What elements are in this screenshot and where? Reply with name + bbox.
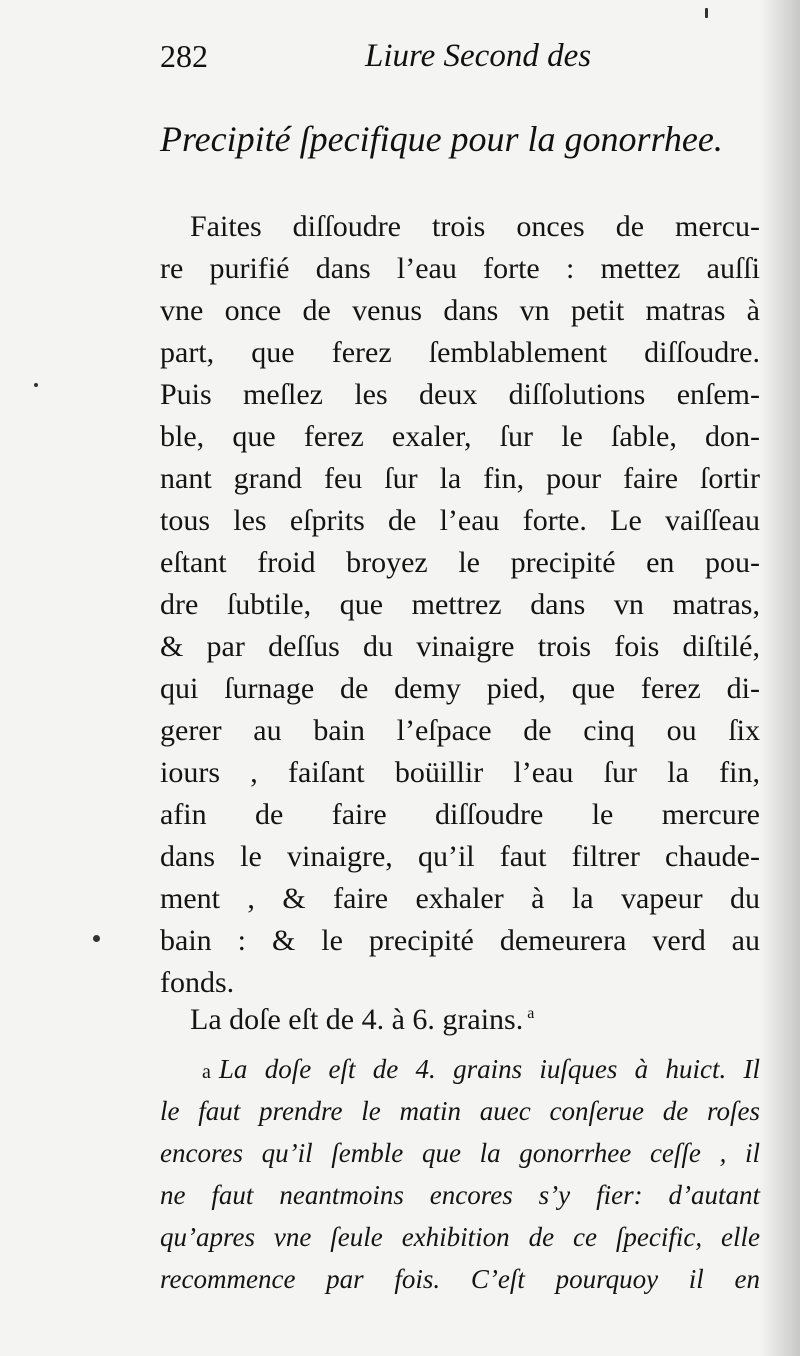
page-gutter-shadow <box>760 0 800 1356</box>
note-line: recommence par fois. C’eſt pourquoy il en <box>160 1264 760 1294</box>
paragraph-line: re purifié dans l’eau forte : mettez auſſi <box>160 252 760 285</box>
paragraph-line: gerer au bain l’eſpace de cinq ou ſix <box>160 714 760 747</box>
page-number: 282 <box>160 38 208 74</box>
dose-text: La doſe eſt de 4. à 6. grains. <box>190 1003 524 1036</box>
dose-line <box>190 1003 534 1037</box>
note-line: qu’apres vne ſeule exhibition de ce ſpecific, elle <box>160 1222 760 1252</box>
running-head: Liure Second des <box>365 38 592 74</box>
paragraph-line: & par deſſus du vinaigre trois fois diſtilé, <box>160 630 760 663</box>
note-line: le faut prendre le matin auec conſerue de roſes <box>160 1096 760 1126</box>
main-paragraph <box>160 206 760 1004</box>
page-header <box>160 38 630 88</box>
paragraph-line: Faites diſſoudre trois onces de mercu- <box>190 210 760 243</box>
paragraph-line: fonds. <box>160 966 235 999</box>
paragraph-line: part, que ferez ſemblablement diſſoudre. <box>160 336 760 369</box>
paragraph-line: iours , faiſant boüillir l’eau ſur la fin, <box>160 756 760 789</box>
ink-speck <box>34 383 38 387</box>
footnote-reference: a <box>527 1005 535 1022</box>
paragraph-line: Puis meſlez les deux diſſolutions enſem- <box>160 378 760 411</box>
paragraph-line: bain : & le precipité demeurera verd au <box>160 924 760 957</box>
paragraph-line: ble, que ferez exaler, ſur le ſable, don- <box>160 420 760 453</box>
paragraph-line: tous les eſprits de l’eau forte. Le vaiſſeau <box>160 504 760 537</box>
ink-speck <box>705 8 708 18</box>
paragraph-line: afin de faire diſſoudre le mercure <box>160 798 760 831</box>
section-title: Precipité ſpecifique pour la gonorrhee. <box>160 119 723 159</box>
paragraph-line: ment , & faire exhaler à la vapeur du <box>160 882 760 915</box>
ink-speck <box>93 935 100 942</box>
paragraph-line: nant grand feu ſur la fin, pour faire ſortir <box>160 462 760 495</box>
note-marker: a <box>202 1061 211 1083</box>
note-line-text: La doſe eſt de 4. grains iuſques à huict. Il <box>218 1054 760 1084</box>
paragraph-line: dre ſubtile, que mettrez dans vn matras, <box>160 588 760 621</box>
paragraph-line: vne once de venus dans vn petit matras à <box>160 294 760 327</box>
paragraph-line: qui ſurnage de demy pied, que ferez di- <box>160 672 760 705</box>
paragraph-line: dans le vinaigre, qu’il faut filtrer chaude- <box>160 840 760 873</box>
note-line <box>160 1048 760 1090</box>
note-line: ne faut neantmoins encores s’y fier: d’autant <box>160 1180 760 1210</box>
marginal-note <box>160 1048 760 1300</box>
note-line: encores qu’il ſemble que la gonorrhee ceſſe , il <box>160 1138 760 1168</box>
paragraph-line: eſtant froid broyez le precipité en pou- <box>160 546 760 579</box>
